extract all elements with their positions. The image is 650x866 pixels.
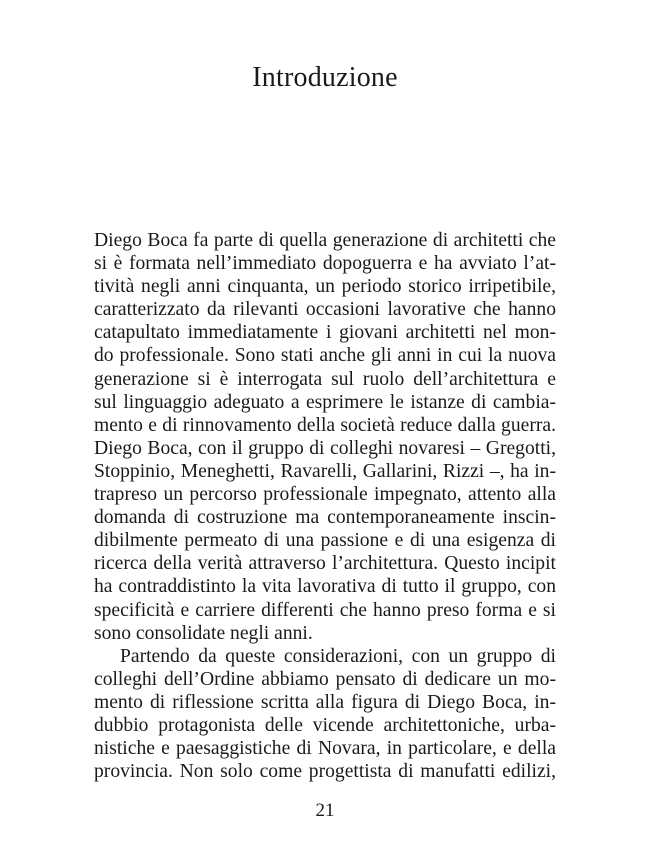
text-line: catapultato immediatamente i giovani architetti nel mon- <box>94 322 556 344</box>
text-line: ricerca della verità attraverso l’architettura. Questo incipit <box>94 553 556 575</box>
text-line: do professionale. Sono stati anche gli anni in cui la nuova <box>94 345 556 367</box>
text-line: provincia. Non solo come progettista di manufatti edilizi, <box>94 761 556 783</box>
text-line: domanda di costruzione ma contemporaneamente inscin- <box>94 507 556 529</box>
text-line: Partendo da queste considerazioni, con un gruppo di <box>120 645 556 667</box>
text-line: mento di riflessione scritta alla figura di Diego Boca, in- <box>94 691 556 713</box>
text-line: generazione si è interrogata sul ruolo dell’architettura e <box>94 368 556 390</box>
text-line: tività negli anni cinquanta, un periodo storico irripetibile, <box>94 276 556 298</box>
text-line: colleghi dell’Ordine abbiamo pensato di dedicare un mo- <box>94 668 556 690</box>
text-line: nistiche e paesaggistiche di Novara, in particolare, e della <box>94 738 556 760</box>
text-line: sul linguaggio adeguato a esprimere le istanze di cambia- <box>94 391 556 413</box>
text-line: specificità e carriere differenti che hanno preso forma e si <box>94 599 556 621</box>
text-line: trapreso un percorso professionale impegnato, attento alla <box>94 484 556 506</box>
text-line: ha contraddistinto la vita lavorativa di tutto il gruppo, con <box>94 576 556 598</box>
text-line: Diego Boca fa parte di quella generazione di architetti che <box>94 230 556 251</box>
page-number: 21 <box>315 800 335 821</box>
text-line: Stoppinio, Meneghetti, Ravarelli, Gallarini, Rizzi –, ha in- <box>94 460 556 482</box>
text-line: dibilmente permeato di una passione e di una esigenza di <box>94 530 556 552</box>
text-line: mento e di rinnovamento della società reduce dalla guerra. <box>94 414 556 436</box>
text-line: si è formata nell’immediato dopoguerra e ha avviato l’at- <box>94 253 556 275</box>
body-text <box>94 229 556 783</box>
chapter-title: Introduzione <box>252 62 398 93</box>
text-line: Diego Boca, con il gruppo di colleghi novaresi – Gregotti, <box>94 437 556 459</box>
text-line: dubbio protagonista delle vicende architettoniche, urba- <box>94 714 556 736</box>
text-line: caratterizzato da rilevanti occasioni lavorative che hanno <box>94 299 556 321</box>
text-line: sono consolidate negli anni. <box>94 622 313 644</box>
